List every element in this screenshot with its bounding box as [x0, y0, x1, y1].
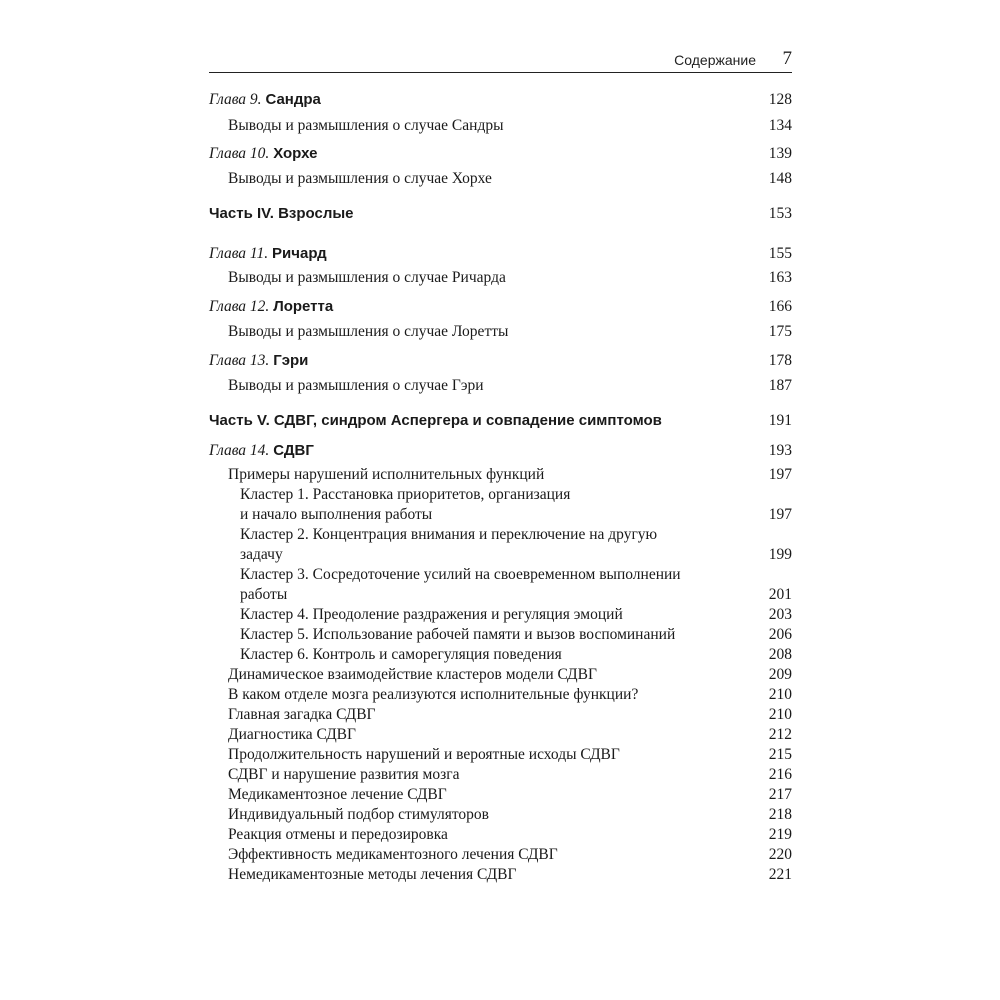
- toc-entry-sandra-conclusions: [209, 116, 792, 136]
- toc-entry-text: Примеры нарушений исполнительных функций: [228, 466, 545, 483]
- toc-page-number: 153: [768, 205, 792, 222]
- toc-entry-chapter-13: [209, 351, 792, 371]
- toc-page-number: 206: [768, 626, 792, 643]
- toc-entry-text: Кластер 2. Концентрация внимания и переключение на другую: [240, 526, 658, 543]
- toc-entry-text: В каком отделе мозга реализуются исполнительные функции?: [228, 686, 639, 703]
- toc-page-number: 193: [768, 442, 792, 459]
- toc-entry-efficacy: [209, 845, 792, 865]
- toc-entry-text: СДВГ и нарушение развития мозга: [228, 766, 460, 783]
- toc-entry-text: Выводы и размышления о случае Хорхе: [228, 170, 492, 187]
- toc-entry-chapter-14: [209, 441, 792, 461]
- chapter-label: Глава 12.: [209, 298, 270, 315]
- toc-entry-text: Индивидуальный подбор стимуляторов: [228, 806, 489, 823]
- toc-entry-jorge-conclusions: [209, 169, 792, 189]
- toc-page-number: 199: [768, 546, 792, 563]
- toc-page-number: 191: [768, 412, 792, 429]
- chapter-name: Хорхе: [273, 145, 318, 162]
- toc-page-number: 210: [768, 706, 792, 723]
- chapter-name: СДВГ: [273, 442, 314, 459]
- toc-page-number: 201: [768, 586, 792, 603]
- toc-entry-cluster-2-line-2: [209, 545, 792, 565]
- toc-entry-brain: [209, 685, 792, 705]
- toc-entry-chapter-11: [209, 244, 792, 264]
- toc-entry-stimulants: [209, 805, 792, 825]
- toc-entry-text: Реакция отмены и передозировка: [228, 826, 448, 843]
- toc-entry-text: Немедикаментозные методы лечения СДВГ: [228, 866, 517, 883]
- book-page: [209, 48, 792, 883]
- toc-entry-cluster-3-line-1: [209, 565, 792, 585]
- toc-entry-text: задачу: [240, 546, 283, 563]
- toc-entry-text: Выводы и размышления о случае Ричарда: [228, 269, 506, 286]
- toc-entry-development: [209, 765, 792, 785]
- toc-entry-loretta-conclusions: [209, 322, 792, 342]
- page-number: 7: [782, 48, 792, 69]
- toc-entry-cluster-6: [209, 645, 792, 665]
- toc-page-number: 219: [768, 826, 792, 843]
- toc-page-number: 166: [768, 298, 792, 315]
- toc-entry-cluster-1-line-1: [209, 485, 792, 505]
- toc-page-number: 217: [768, 786, 792, 803]
- toc-entry-text: и начало выполнения работы: [240, 506, 433, 523]
- toc-page-number: 209: [768, 666, 792, 683]
- toc-entry-cluster-1-line-2: [209, 505, 792, 525]
- chapter-label: Глава 13.: [209, 352, 270, 369]
- chapter-name: Гэри: [273, 352, 309, 369]
- toc-page-number: 210: [768, 686, 792, 703]
- toc-page-number: 197: [768, 466, 792, 483]
- toc-page-number: 197: [768, 506, 792, 523]
- toc-entry-chapter-12: [209, 297, 792, 317]
- toc-entry-text: Диагностика СДВГ: [228, 726, 356, 743]
- chapter-name: Ричард: [272, 245, 327, 262]
- toc-page-number: 128: [768, 91, 792, 108]
- toc-page-number: 208: [768, 646, 792, 663]
- chapter-name: Лоретта: [273, 298, 334, 315]
- running-header-title: Содержание: [674, 52, 756, 68]
- toc-entry-richard-conclusions: [209, 268, 792, 288]
- toc-entry-text: работы: [240, 586, 288, 603]
- toc-page-number: 212: [768, 726, 792, 743]
- toc-entry-gary-conclusions: [209, 376, 792, 396]
- toc-entry-medication: [209, 785, 792, 805]
- toc-page-number: 175: [768, 323, 792, 340]
- toc-entry-text: Кластер 5. Использование рабочей памяти и вызов воспоминаний: [240, 626, 676, 643]
- toc-entry-cluster-3-line-2: [209, 585, 792, 605]
- toc-entry-examples: [209, 465, 792, 485]
- chapter-label: Глава 9.: [209, 91, 262, 108]
- toc-entry-cluster-4: [209, 605, 792, 625]
- chapter-name: Сандра: [265, 91, 321, 108]
- toc-page-number: 155: [768, 245, 792, 262]
- toc-entry-text: Кластер 4. Преодоление раздражения и регуляция эмоций: [240, 606, 623, 623]
- toc-entry-text: Кластер 1. Расстановка приоритетов, организация: [240, 486, 571, 503]
- toc-page-number: 178: [768, 352, 792, 369]
- toc-entry-chapter-9: [209, 90, 792, 110]
- toc-entry-part-4: [209, 204, 792, 224]
- toc-entry-withdrawal: [209, 825, 792, 845]
- toc-page-number: 139: [768, 145, 792, 162]
- toc-entry-cluster-5: [209, 625, 792, 645]
- toc-page-number: 163: [768, 269, 792, 286]
- chapter-label: Глава 14.: [209, 442, 270, 459]
- toc-entry-text: Выводы и размышления о случае Лоретты: [228, 323, 509, 340]
- toc-entry-diagnostics: [209, 725, 792, 745]
- toc-page-number: 203: [768, 606, 792, 623]
- toc-entry-text: Эффективность медикаментозного лечения СДВГ: [228, 846, 558, 863]
- toc-entry-text: Кластер 3. Сосредоточение усилий на своевременном выполнении: [240, 566, 681, 583]
- part-title: Часть IV. Взрослые: [209, 205, 354, 222]
- toc-entry-part-5: [209, 411, 792, 431]
- toc-entry-dynamic: [209, 665, 792, 685]
- toc-page-number: 220: [768, 846, 792, 863]
- toc-page-number: 218: [768, 806, 792, 823]
- toc-entry-mystery: [209, 705, 792, 725]
- toc-entry-text: Динамическое взаимодействие кластеров модели СДВГ: [228, 666, 597, 683]
- toc-entry-text: Медикаментозное лечение СДВГ: [228, 786, 447, 803]
- toc-entry-cluster-2-line-1: [209, 525, 792, 545]
- part-title: Часть V. СДВГ, синдром Аспергера и совпадение симптомов: [209, 412, 662, 429]
- toc-entry-duration: [209, 745, 792, 765]
- toc-entry-nonmed: [209, 865, 792, 885]
- toc-entry-text: Выводы и размышления о случае Гэри: [228, 377, 484, 394]
- toc-page-number: 215: [768, 746, 792, 763]
- toc-entry-text: Продолжительность нарушений и вероятные исходы СДВГ: [228, 746, 620, 763]
- toc-entry-text: Главная загадка СДВГ: [228, 706, 376, 723]
- toc-entry-text: Кластер 6. Контроль и саморегуляция поведения: [240, 646, 562, 663]
- toc-page-number: 221: [768, 866, 792, 883]
- toc-page-number: 148: [768, 170, 792, 187]
- running-header: [209, 48, 792, 73]
- chapter-label: Глава 10.: [209, 145, 270, 162]
- toc-entry-chapter-10: [209, 144, 792, 164]
- toc-page-number: 134: [768, 117, 792, 134]
- toc-entry-text: Выводы и размышления о случае Сандры: [228, 117, 504, 134]
- toc-page-number: 216: [768, 766, 792, 783]
- chapter-label: Глава 11.: [209, 245, 269, 262]
- toc-page-number: 187: [768, 377, 792, 394]
